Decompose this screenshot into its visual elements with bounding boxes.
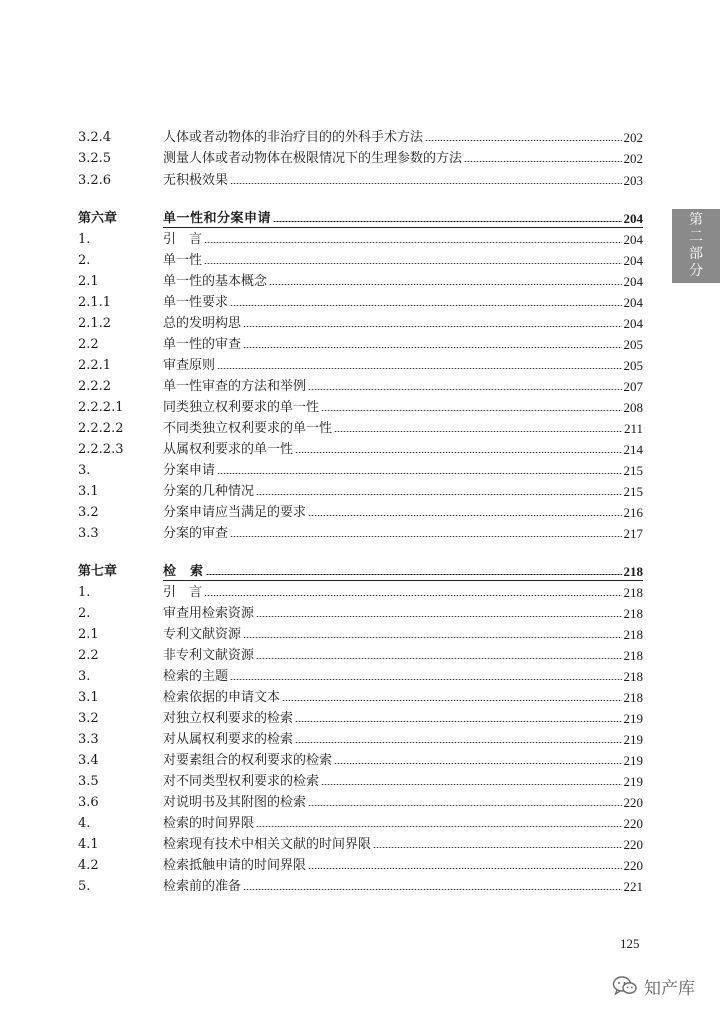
toc-row	[78, 726, 643, 746]
toc-section-title: 单一性要求	[163, 295, 229, 310]
toc-page-number: 219	[623, 774, 643, 789]
toc-section-title: 分案的审查	[163, 526, 229, 541]
toc-section-title: 检索的主题	[163, 669, 229, 684]
toc-row	[78, 579, 643, 599]
toc-page-number: 211	[623, 421, 643, 436]
toc-dot-leader	[243, 637, 621, 638]
toc-row	[78, 457, 643, 477]
toc-dot-leader	[243, 347, 621, 348]
toc-section-number: 1.	[78, 232, 91, 247]
toc-page-number: 221	[623, 879, 643, 894]
toc-section-title: 引 言	[163, 232, 203, 247]
toc-section-title: 检 索	[163, 564, 204, 579]
watermark-text: 知产库	[644, 978, 695, 999]
toc-dot-leader	[204, 595, 621, 596]
toc-section-title: 对不同类型权利要求的检索	[163, 774, 320, 789]
toc-section-number: 2.2	[78, 337, 99, 352]
toc-dot-leader	[256, 658, 621, 659]
toc-page-number: 218	[623, 648, 643, 663]
toc-section-number: 3.2.4	[78, 130, 112, 145]
toc-row	[78, 600, 643, 620]
toc-row	[78, 478, 643, 498]
toc-section-title: 对独立权利要求的检索	[163, 711, 294, 726]
toc-dot-leader	[321, 410, 621, 411]
toc-section-number: 2.	[78, 253, 91, 268]
toc-section-title: 单一性的审查	[163, 337, 242, 352]
toc-section-title: 检索前的准备	[163, 879, 242, 894]
toc-row	[78, 621, 643, 641]
wechat-icon	[612, 975, 638, 997]
toc-page-number: 216	[623, 505, 643, 520]
toc-page-number: 219	[623, 753, 643, 768]
toc-section-number: 1.	[78, 585, 91, 600]
toc-row	[78, 852, 643, 872]
toc-section-number: 2.1	[78, 627, 99, 642]
toc-row	[78, 167, 643, 187]
toc-row	[78, 352, 643, 372]
toc-dot-leader	[230, 305, 621, 306]
toc-section-title: 单一性	[163, 253, 203, 268]
toc-page-number: 218	[623, 627, 643, 642]
side-tab-char: 分	[689, 263, 703, 279]
toc-page-number: 218	[623, 606, 643, 621]
toc-chapter-row	[78, 205, 643, 225]
toc-dot-leader	[295, 721, 621, 722]
toc-dot-leader	[308, 389, 621, 390]
toc-section-title: 检索依据的申请文本	[163, 690, 281, 705]
toc-dot-leader	[295, 742, 621, 743]
toc-dot-leader	[464, 161, 621, 162]
toc-section-title: 分案申请应当满足的要求	[163, 505, 307, 520]
toc-section-number: 3.3	[78, 526, 99, 541]
toc-section-title: 专利文献资源	[163, 627, 242, 642]
toc-page-number: 215	[623, 463, 643, 478]
toc-row	[78, 520, 643, 540]
toc-page-number: 205	[623, 358, 643, 373]
toc-row	[78, 499, 643, 519]
toc-row	[78, 310, 643, 330]
toc-dot-leader	[282, 700, 621, 701]
toc-section-number: 4.	[78, 816, 91, 831]
toc-page-number: 220	[623, 795, 643, 810]
toc-section-number: 5.	[78, 879, 91, 894]
toc-section-title: 无积极效果	[163, 173, 229, 188]
toc-section-title: 单一性审查的方法和举例	[163, 379, 307, 394]
toc-row	[78, 268, 643, 288]
toc-dot-leader	[321, 784, 621, 785]
toc-row	[78, 289, 643, 309]
toc-row	[78, 394, 643, 414]
toc-section-title: 人体或者动物体的非治疗目的的外科手术方法	[163, 130, 424, 145]
toc-section-title: 对从属权利要求的检索	[163, 732, 294, 747]
toc-row	[78, 810, 643, 830]
toc-page-number: 220	[623, 858, 643, 873]
toc-chapter-row	[78, 558, 643, 578]
toc-row	[78, 124, 643, 144]
toc-section-number: 3.1	[78, 690, 99, 705]
toc-section-number: 2.1	[78, 274, 99, 289]
toc-dot-leader	[217, 368, 621, 369]
toc-row	[78, 705, 643, 725]
toc-section-number: 第六章	[78, 211, 118, 226]
toc-section-title: 非专利文献资源	[163, 648, 255, 663]
toc-section-number: 3.5	[78, 774, 99, 789]
toc-row	[78, 331, 643, 351]
toc-section-title: 分案的几种情况	[163, 484, 255, 499]
toc-dot-leader	[373, 847, 621, 848]
toc-section-title: 单一性和分案申请	[163, 211, 272, 226]
page-number: 125	[620, 936, 640, 951]
toc-row	[78, 768, 643, 788]
toc-section-title: 检索现有技术中相关文献的时间界限	[163, 837, 372, 852]
toc-dot-leader	[273, 221, 621, 222]
toc-page-number: 214	[623, 442, 643, 457]
toc-row	[78, 373, 643, 393]
toc-row	[78, 663, 643, 683]
toc-dot-leader	[295, 452, 621, 453]
toc-section-number: 3.2	[78, 711, 99, 726]
toc-page-number: 219	[623, 711, 643, 726]
toc-section-number: 2.2.2.1	[78, 400, 124, 415]
part-side-tab	[672, 209, 720, 283]
toc-row	[78, 789, 643, 809]
toc-page-number: 202	[623, 151, 643, 166]
toc-section-number: 3.2.5	[78, 151, 112, 166]
toc-section-title: 审查原则	[163, 358, 216, 373]
watermark	[612, 972, 695, 1000]
toc-page-number: 204	[623, 232, 643, 247]
toc-dot-leader	[256, 616, 621, 617]
toc-dot-leader	[206, 574, 622, 575]
toc-row	[78, 831, 643, 851]
toc-page-number: 218	[623, 564, 643, 579]
toc-section-title: 对要素组合的权利要求的检索	[163, 753, 333, 768]
toc-section-title: 对说明书及其附图的检索	[163, 795, 307, 810]
toc-section-title: 同类独立权利要求的单一性	[163, 400, 320, 415]
toc-page-number: 220	[623, 837, 643, 852]
toc-dot-leader	[308, 515, 621, 516]
toc-section-number: 3.6	[78, 795, 99, 810]
toc-dot-leader	[230, 183, 621, 184]
toc-page-number: 202	[623, 130, 643, 145]
toc-dot-leader	[256, 826, 621, 827]
toc-page-number: 220	[623, 816, 643, 831]
toc-dot-leader	[269, 284, 621, 285]
toc-page-number: 215	[623, 484, 643, 499]
toc-dot-leader	[334, 431, 622, 432]
toc-row	[78, 747, 643, 767]
toc-section-number: 2.2	[78, 648, 99, 663]
toc-page-number: 207	[623, 379, 643, 394]
side-tab-char: 部	[689, 246, 703, 262]
toc-dot-leader	[308, 868, 621, 869]
toc-row	[78, 247, 643, 267]
toc-section-number: 3.3	[78, 732, 99, 747]
toc-section-title: 分案申请	[163, 463, 216, 478]
toc-page-number: 208	[623, 400, 643, 415]
toc-section-title: 单一性的基本概念	[163, 274, 268, 289]
toc-row	[78, 145, 643, 165]
toc-section-number: 3.	[78, 463, 91, 478]
toc-row	[78, 226, 643, 246]
toc-page-number: 218	[623, 690, 643, 705]
toc-page-number: 203	[623, 173, 643, 188]
toc-section-title: 审查用检索资源	[163, 606, 255, 621]
toc-page-number: 204	[623, 211, 643, 226]
toc-section-number: 4.2	[78, 858, 99, 873]
toc-row	[78, 436, 643, 456]
toc-section-title: 检索的时间界限	[163, 816, 255, 831]
toc-section-number: 3.	[78, 669, 91, 684]
toc-dot-leader	[308, 805, 621, 806]
toc-dot-leader	[230, 679, 621, 680]
side-tab-char: 二	[689, 229, 703, 245]
toc-section-number: 2.2.2.3	[78, 442, 124, 457]
toc-row	[78, 415, 643, 435]
toc-page-number: 204	[623, 316, 643, 331]
toc-section-number: 2.2.2.2	[78, 421, 124, 436]
toc-section-number: 2.1.1	[78, 295, 112, 310]
toc-section-title: 不同类独立权利要求的单一性	[163, 421, 333, 436]
toc-page-number: 217	[623, 526, 643, 541]
toc-row	[78, 873, 643, 893]
toc-dot-leader	[256, 494, 621, 495]
toc-section-number: 2.2.1	[78, 358, 112, 373]
toc-dot-leader	[204, 263, 621, 264]
side-tab-char: 第	[689, 212, 703, 228]
toc-section-title: 总的发明构思	[163, 316, 242, 331]
toc-section-number: 2.2.2	[78, 379, 112, 394]
toc-section-title: 测量人体或者动物体在极限情况下的生理参数的方法	[163, 151, 463, 166]
toc-page-number: 219	[623, 732, 643, 747]
toc-dot-leader	[204, 242, 621, 243]
toc-row	[78, 684, 643, 704]
toc-section-number: 2.	[78, 606, 91, 621]
toc-section-number: 3.2.6	[78, 173, 112, 188]
toc-dot-leader	[217, 473, 621, 474]
toc-page-number: 218	[623, 585, 643, 600]
toc-dot-leader	[334, 763, 621, 764]
toc-section-number: 4.1	[78, 837, 99, 852]
toc-page-number: 204	[623, 253, 643, 268]
toc-dot-leader	[243, 889, 621, 890]
toc-page-number: 204	[623, 274, 643, 289]
toc-dot-leader	[243, 326, 621, 327]
toc-section-number: 第七章	[78, 564, 118, 579]
toc-section-number: 3.4	[78, 753, 99, 768]
toc-dot-leader	[425, 140, 621, 141]
toc-page-number: 204	[623, 295, 643, 310]
toc-row	[78, 642, 643, 662]
toc-section-number: 3.1	[78, 484, 99, 499]
toc-section-number: 3.2	[78, 505, 99, 520]
toc-section-title: 检索抵触申请的时间界限	[163, 858, 307, 873]
toc-page-number: 205	[623, 337, 643, 352]
toc-section-title: 引 言	[163, 585, 203, 600]
toc-page-number: 218	[623, 669, 643, 684]
toc-section-title: 从属权利要求的单一性	[163, 442, 294, 457]
toc-dot-leader	[230, 536, 621, 537]
toc-section-number: 2.1.2	[78, 316, 112, 331]
